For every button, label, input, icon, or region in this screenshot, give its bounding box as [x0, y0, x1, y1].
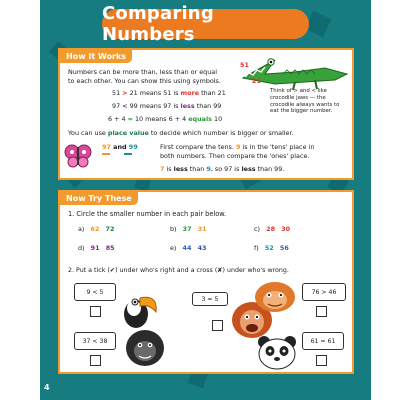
now-try-these-header: Now Try These — [60, 192, 138, 205]
question-2: 2. Put a tick (✔) under who's right and a cross (✘) under who's wrong. — [68, 267, 289, 274]
example-equals: 6 + 4 = 10 means 6 + 4 equals 10 — [108, 115, 223, 123]
pair-a[interactable]: a) 62 72 — [78, 225, 115, 233]
tick-box-3[interactable] — [316, 306, 327, 317]
pv-line-3: 7 is less than 9, so 97 is less than 99. — [160, 165, 285, 173]
how-it-works-box — [58, 48, 354, 180]
tick-box-4[interactable] — [90, 355, 101, 366]
croc-number-b: 21 — [252, 77, 261, 85]
intro-line-2: to each other. You can show this using symbols. — [68, 77, 221, 85]
question-1: 1. Circle the smaller number in each pair below. — [68, 210, 227, 218]
monkey-illustration — [252, 280, 298, 314]
how-it-works-header: How It Works — [60, 50, 132, 63]
tick-box-5[interactable] — [316, 355, 327, 366]
tick-box-1[interactable] — [90, 306, 101, 317]
pv-line-1: First compare the tens. 9 is in the 'tens' place in — [160, 143, 315, 151]
title-banner — [102, 3, 309, 45]
speech-bubble-2: 3 = 5 — [192, 292, 228, 306]
pv-digit-underline — [102, 153, 110, 155]
speech-bubble-5: 61 = 61 — [302, 332, 344, 350]
pair-e[interactable]: e) 44 43 — [170, 244, 207, 252]
pv-example-numbers: 97 and 99 — [102, 143, 138, 151]
pair-f[interactable]: f) 52 56 — [254, 244, 289, 252]
tick-box-2[interactable] — [212, 320, 223, 331]
place-value-sentence: You can use place value to decide which number is bigger or smaller. — [68, 129, 294, 137]
croc-note: Think of > and < like crocodile jaws — the crocodile always wants to eat the bigger number. — [270, 88, 340, 115]
intro-line-1: Numbers can be more than, less than or equal — [68, 68, 217, 76]
page-number: 4 — [44, 383, 50, 392]
speech-bubble-1: 9 < 5 — [74, 283, 116, 301]
now-try-these-box — [58, 190, 354, 374]
page-title: Comparing Numbers — [102, 3, 214, 45]
pair-d[interactable]: d) 91 85 — [78, 244, 115, 252]
gorilla-illustration — [124, 326, 166, 368]
pair-c[interactable]: c) 28 30 — [254, 225, 291, 233]
speech-bubble-3: 76 > 46 — [302, 283, 346, 301]
pv-digit-underline — [124, 153, 132, 155]
pv-line-2: both numbers. Then compare the 'ones' place. — [160, 152, 310, 160]
butterfly-illustration — [64, 143, 92, 169]
example-less-than: 97 < 99 means 97 is less than 99 — [112, 102, 222, 110]
pair-b[interactable]: b) 37 31 — [170, 225, 207, 233]
example-greater-than: 51 > 21 means 51 is more than 21 — [112, 89, 226, 97]
toucan-illustration — [120, 286, 160, 330]
croc-number-a: 51 — [240, 61, 249, 69]
panda-illustration — [256, 334, 298, 370]
worksheet-page — [40, 0, 371, 400]
speech-bubble-4: 37 < 38 — [74, 332, 116, 350]
